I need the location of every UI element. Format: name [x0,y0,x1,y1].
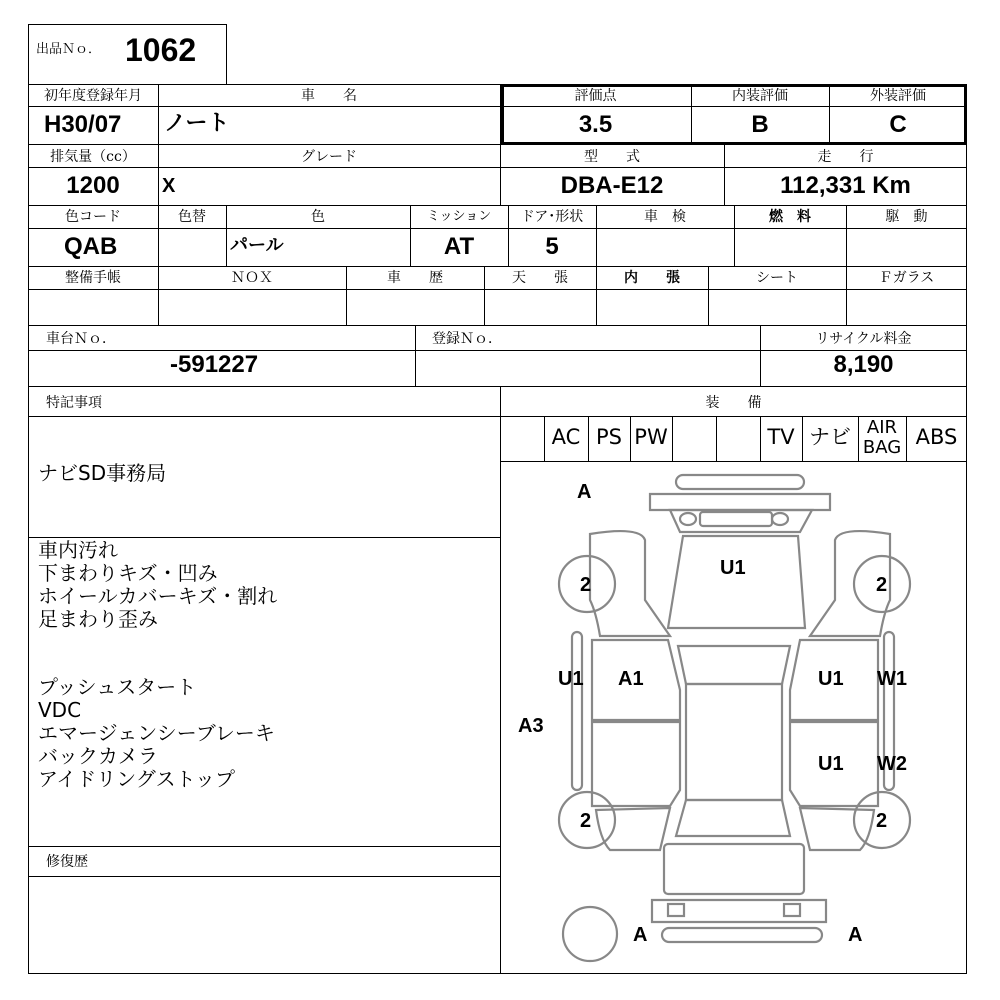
front-emblem [680,513,696,525]
feature-item: バックカメラ [38,744,158,768]
features-list [38,676,275,791]
interior-value: B [751,111,769,138]
equip-item-pw: PW [634,425,668,449]
row4-bottom-line [28,325,967,326]
front-emblem-right [772,513,788,525]
grade-label: グレード [301,149,357,165]
mark-rl-tire: 2 [580,810,592,832]
score-value: 3.5 [578,111,613,138]
row2-bottom-line [28,205,967,206]
row5-bottom-line [28,386,967,387]
front-bumper [676,475,804,489]
mark-fl-tire: 2 [580,574,592,596]
history-label: 車 歴 [387,270,443,286]
remarks-list [38,539,277,631]
first-reg-value: H30/07 [44,111,122,138]
nox-label: ＮＯＸ [231,270,273,286]
mark-rr-tire: 2 [876,810,888,832]
repair-label: 修復歴 [46,854,88,870]
equip-item-airbag: AIR BAG [862,417,902,458]
mission-value: AT [443,233,475,260]
rear-bumper-lower [662,928,822,942]
lot-label: 出品Ｎｏ． [36,42,102,57]
repair-label-line [28,876,500,877]
mission-label: ミッション [426,209,492,224]
row3-label-line [28,228,967,229]
first-reg-label: 初年度登録年月 [44,88,142,104]
score-label: 評価点 [574,88,617,104]
displacement-value: 1200 [66,172,120,199]
repaint-label: 色替 [178,209,206,225]
front-bumper-shape [650,494,830,510]
interior-label: 内装評価 [732,88,788,104]
feature-item: アイドリングストップ [38,767,235,791]
special-label: 特記事項 [46,395,102,411]
rear-plate-right [784,904,800,916]
remark-item: 下まわりキズ・凹み [38,561,218,585]
recycle-label: リサイクル料金 [815,331,912,347]
equip-item-abs: ABS [915,425,958,449]
recycle-value: 8,190 [833,351,894,378]
car-name-label: 車 名 [301,88,357,104]
exterior-label: 外装評価 [870,88,926,104]
mark-l-fender-u1: U1 [558,668,584,690]
mark-hood: U1 [720,557,746,579]
feature-item: プッシュスタート [38,675,197,699]
equip-item-blank [500,424,544,450]
mark-front-a: A [577,481,592,503]
door-label: ドア･形状 [520,209,584,225]
mark-l-side-a3: A3 [518,715,544,737]
row3-bottom-line [28,266,967,267]
interior-roof-label: 内 張 [624,270,680,286]
grade-value: X [162,175,176,197]
row2-label-line [28,167,967,168]
left-rear-door [592,722,680,806]
left-rocker [572,632,582,790]
spare-tire [563,907,617,961]
equip-item-ps: PS [596,425,622,449]
model-value: DBA-E12 [560,172,664,199]
equipment-label: 装 備 [705,395,762,411]
mark-r-door-u1: U1 [818,668,844,690]
feature-item: VDC [38,698,82,722]
remark-item: 足まわり歪み [38,607,158,631]
mark-fr-tire: 2 [876,574,888,596]
row5-div [415,325,416,387]
displacement-label: 排気量（cc） [50,149,136,165]
row5-label-line [28,350,967,351]
maintenance-label: 整備手帳 [65,270,121,286]
fglass-label: Ｆガラス [878,270,935,286]
trunk [664,844,804,894]
repair-top-line [28,846,500,847]
mark-r-rear-w2: W2 [877,753,907,775]
mark-r-door-w1: W1 [877,668,907,690]
remark-item: ホイールカバーキズ・割れ [38,584,278,608]
color-code-value: QAB [64,233,118,260]
mark-rear-a-left: A [633,924,648,946]
roof [686,684,782,800]
rear-window [676,800,790,836]
windshield [678,646,790,684]
lot-number: 1062 [125,32,197,68]
roof-label: 天 張 [512,270,568,286]
mark-rear-a-right: A [848,924,863,946]
equip-item-tv: TV [767,425,795,449]
regno-label: 登録Ｎｏ． [432,331,502,347]
equip-item-navi: ナビ [809,425,851,449]
left-front-fender [590,531,670,636]
drive-label: 駆 動 [885,209,928,225]
fuel-label: 燃 料 [769,209,811,225]
equip-item-blank [716,424,760,450]
mileage-label: 走 行 [817,149,874,165]
equip-item-ac: AC [551,425,581,449]
exterior-value: C [889,111,907,138]
car-diagram [500,462,967,974]
right-rear-fender [800,808,874,850]
color-value: パール [230,235,284,256]
hood [668,536,805,628]
row4-label-line [28,289,967,290]
mileage-value: 112,331 Km [780,172,911,199]
equip-item-blank [672,424,716,450]
notes-label-line [28,416,967,417]
chassis-label: 車台Ｎｏ． [46,331,116,347]
inspection-label: 車 検 [644,209,686,225]
car-name-value: ノート [164,111,230,136]
color-code-label: 色コード [65,209,121,225]
feature-item: エマージェンシーブレーキ [38,721,275,745]
remark-item: 車内汚れ [38,538,118,562]
mark-r-rear-u1: U1 [818,753,844,775]
color-label: 色 [311,209,325,225]
rear-plate-left [668,904,684,916]
left-rear-fender [596,808,670,850]
seat-label: シート [756,270,798,286]
model-label: 型 式 [584,149,640,165]
front-plate [700,512,772,526]
special-line: ナビSD事務局 [38,461,167,485]
door-value: 5 [545,233,559,260]
mark-l-fender-a1: A1 [618,668,644,690]
chassis-value: -591227 [170,351,259,378]
